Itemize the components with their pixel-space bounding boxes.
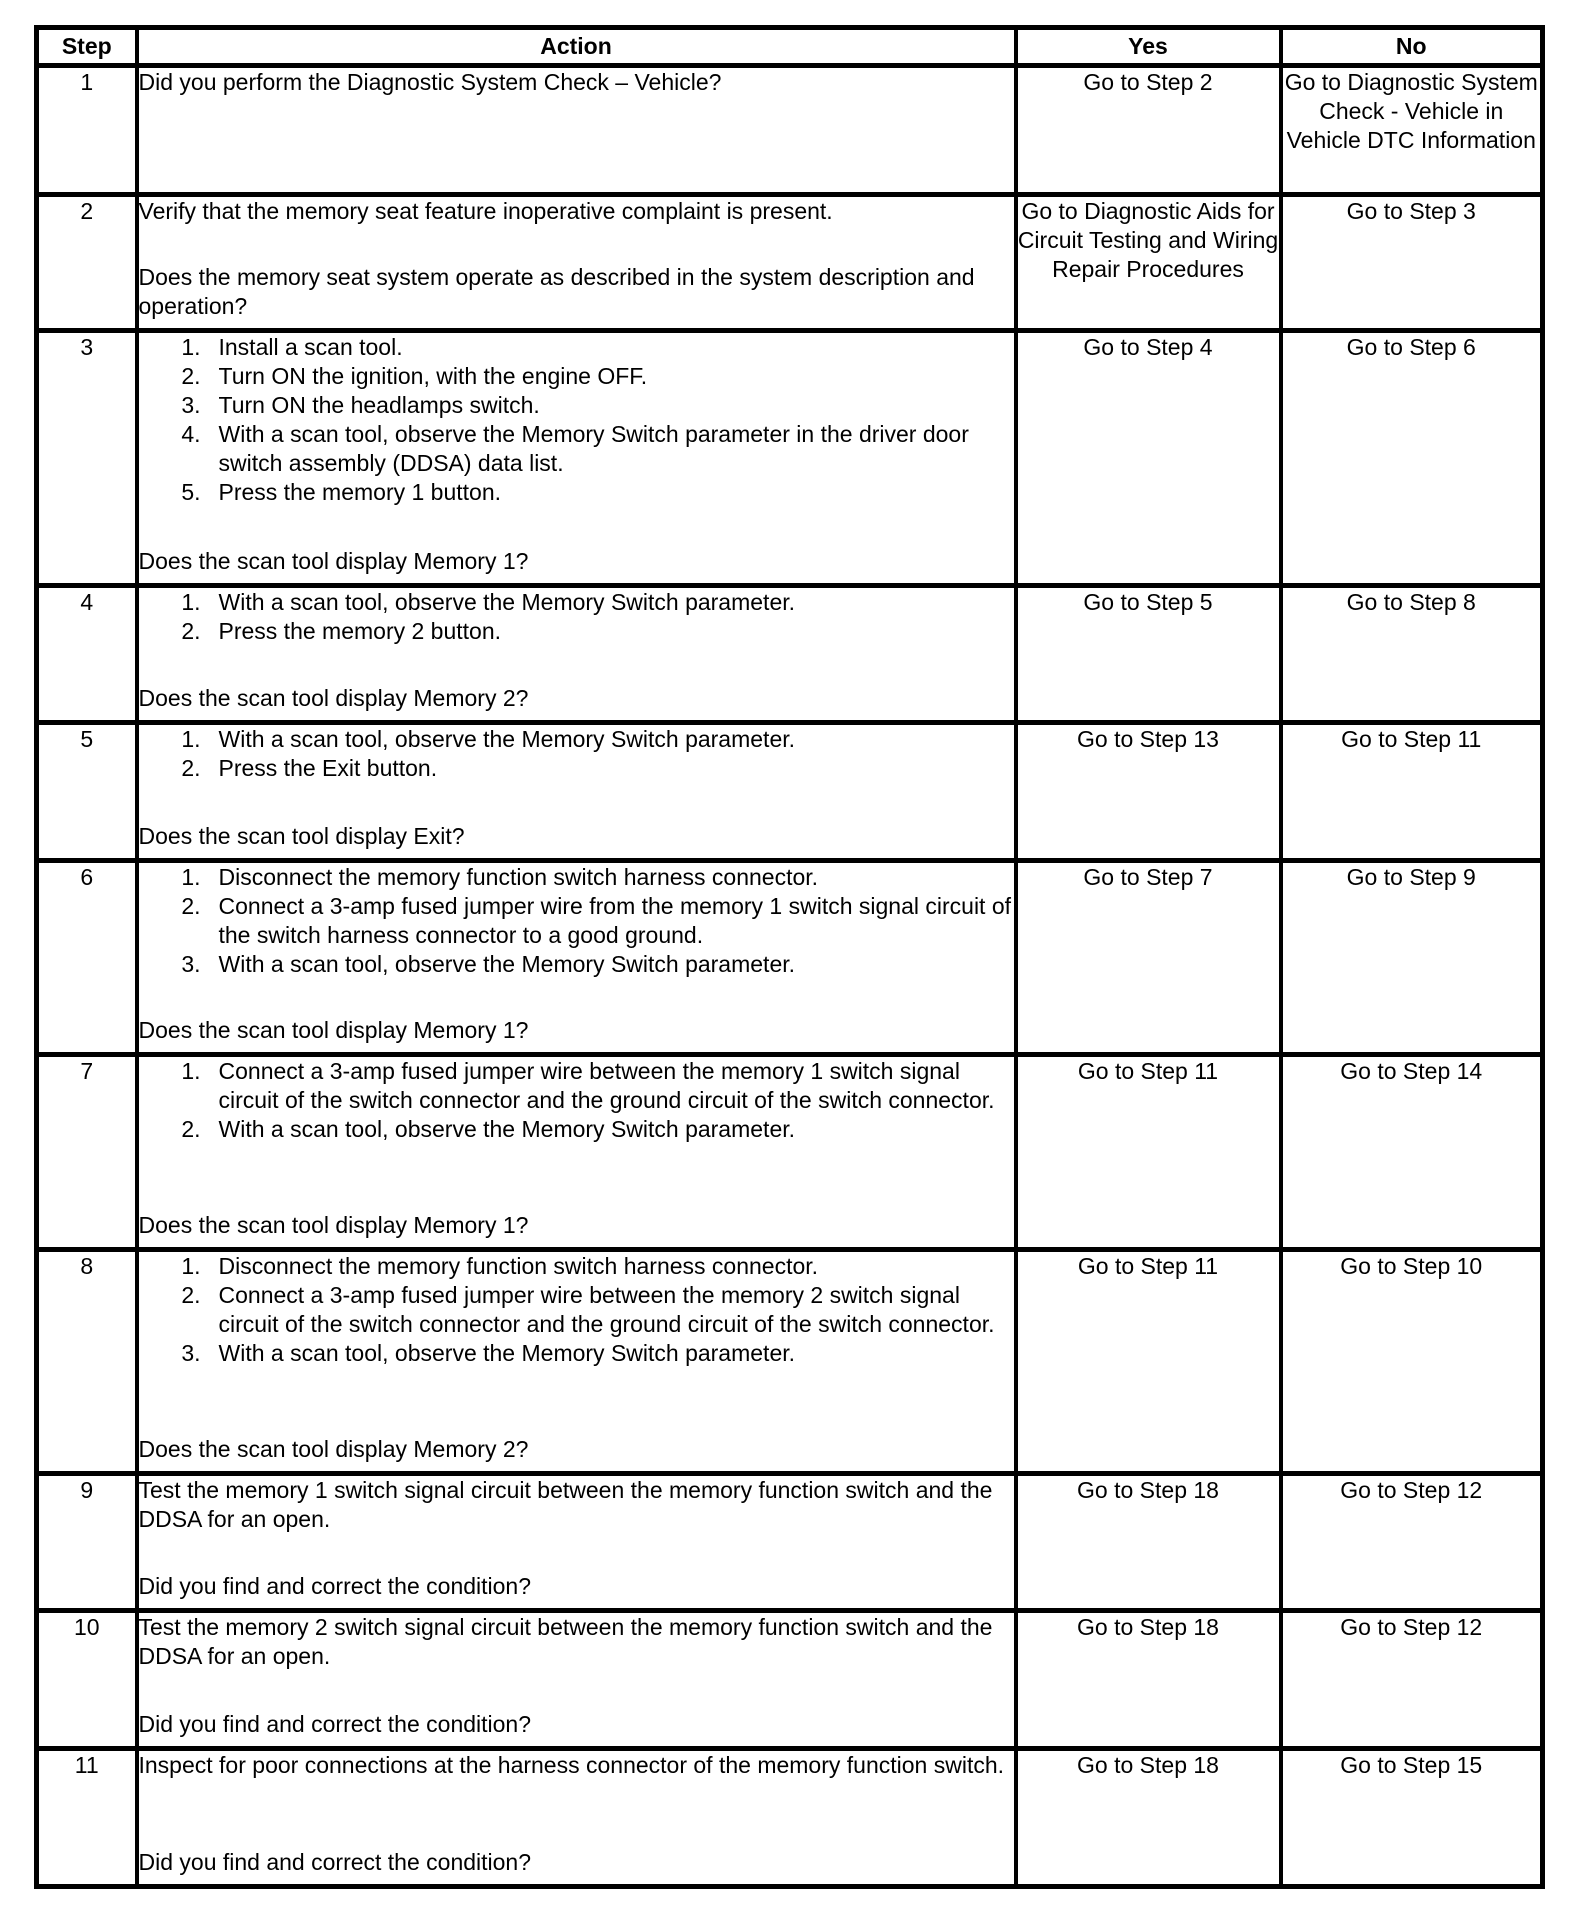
substep-number: 3. <box>181 392 201 418</box>
no-result: Go to Step 10 <box>1281 1250 1543 1474</box>
action-intro: Did you perform the Diagnostic System Check – Vehicle? <box>138 69 722 95</box>
substep-number: 1. <box>181 589 201 615</box>
yes-result: Go to Step 5 <box>1016 586 1281 723</box>
table-row <box>37 66 1543 195</box>
action-content <box>139 197 1014 321</box>
no-result: Go to Step 14 <box>1281 1055 1543 1250</box>
header-yes: Yes <box>1016 28 1281 66</box>
table-row <box>37 723 1543 861</box>
table-row <box>37 195 1543 331</box>
action-cell <box>137 1749 1016 1887</box>
substep-number: 1. <box>181 864 201 890</box>
substep-item <box>139 362 1014 391</box>
table-row <box>37 1474 1543 1611</box>
no-result: Go to Step 11 <box>1281 723 1543 861</box>
substep-number: 5. <box>181 479 201 505</box>
substep-text: Disconnect the memory function switch harness connector. <box>218 1253 819 1279</box>
substep-item <box>139 478 1014 507</box>
diagnostic-table <box>34 25 1545 1889</box>
substep-item <box>139 725 1014 754</box>
substep-text: With a scan tool, observe the Memory Switch parameter. <box>218 951 796 977</box>
action-cell <box>137 331 1016 586</box>
action-instructions <box>139 725 1014 783</box>
substep-number: 1. <box>181 726 201 752</box>
step-number: 3 <box>37 331 137 586</box>
substep-text: With a scan tool, observe the Memory Switch parameter in the driver door switch assembly (DDSA) data list. <box>218 421 969 476</box>
action-instructions <box>139 68 1014 97</box>
step-number: 1 <box>37 66 137 195</box>
action-content <box>139 1057 1014 1240</box>
action-question: Does the scan tool display Exit? <box>138 823 465 849</box>
action-instructions <box>139 1476 1014 1534</box>
substep-number: 2. <box>181 893 201 919</box>
action-cell <box>137 861 1016 1055</box>
action-intro: Inspect for poor connections at the harness connector of the memory function switch. <box>138 1752 1005 1778</box>
substep-text: Press the Exit button. <box>218 755 438 781</box>
substep-text: Press the memory 2 button. <box>218 618 502 644</box>
action-instructions <box>139 588 1014 646</box>
substep-number: 2. <box>181 1116 201 1142</box>
substep-text: With a scan tool, observe the Memory Switch parameter. <box>218 589 796 615</box>
no-result: Go to Step 12 <box>1281 1474 1543 1611</box>
action-question: Did you find and correct the condition? <box>138 1849 532 1875</box>
action-question: Does the scan tool display Memory 2? <box>138 1436 529 1462</box>
substep-item <box>139 950 1014 979</box>
substep-number: 4. <box>181 421 201 447</box>
action-content <box>139 1751 1014 1877</box>
substep-number: 1. <box>181 334 201 360</box>
substep-number: 2. <box>181 618 201 644</box>
substep-list <box>139 863 1014 979</box>
substep-list <box>139 1252 1014 1368</box>
header-step: Step <box>37 28 137 66</box>
yes-result: Go to Step 11 <box>1016 1055 1281 1250</box>
substep-text: With a scan tool, observe the Memory Switch parameter. <box>218 726 796 752</box>
action-content <box>139 68 1014 185</box>
action-intro: Verify that the memory seat feature inoperative complaint is present. <box>138 198 833 224</box>
substep-number: 3. <box>181 1340 201 1366</box>
action-intro: Test the memory 1 switch signal circuit between the memory function switch and the DDSA for an open. <box>138 1477 993 1532</box>
action-content <box>139 588 1014 713</box>
substep-list <box>139 588 1014 646</box>
action-content <box>139 333 1014 576</box>
header-action: Action <box>137 28 1016 66</box>
step-number: 2 <box>37 195 137 331</box>
yes-result: Go to Step 18 <box>1016 1749 1281 1887</box>
action-content <box>139 1613 1014 1739</box>
substep-text: With a scan tool, observe the Memory Switch parameter. <box>218 1116 796 1142</box>
substep-item <box>139 863 1014 892</box>
table-row <box>37 1749 1543 1887</box>
no-result: Go to Step 8 <box>1281 586 1543 723</box>
action-cell <box>137 723 1016 861</box>
substep-number: 2. <box>181 755 201 781</box>
substep-number: 1. <box>181 1058 201 1084</box>
action-question: Does the scan tool display Memory 1? <box>138 1017 529 1043</box>
substep-item <box>139 588 1014 617</box>
action-intro: Test the memory 2 switch signal circuit between the memory function switch and the DDSA for an open. <box>138 1614 993 1669</box>
action-question: Does the scan tool display Memory 1? <box>138 1212 529 1238</box>
substep-item <box>139 1115 1014 1144</box>
substep-number: 3. <box>181 951 201 977</box>
action-question: Does the scan tool display Memory 1? <box>138 548 529 574</box>
action-instructions <box>139 863 1014 979</box>
substep-text: With a scan tool, observe the Memory Switch parameter. <box>218 1340 796 1366</box>
substep-number: 1. <box>181 1253 201 1279</box>
yes-result: Go to Step 7 <box>1016 861 1281 1055</box>
table-row <box>37 331 1543 586</box>
step-number: 10 <box>37 1611 137 1749</box>
no-result: Go to Step 9 <box>1281 861 1543 1055</box>
step-number: 5 <box>37 723 137 861</box>
substep-list <box>139 333 1014 507</box>
no-result: Go to Step 3 <box>1281 195 1543 331</box>
no-result: Go to Step 15 <box>1281 1749 1543 1887</box>
substep-number: 2. <box>181 363 201 389</box>
table-row <box>37 586 1543 723</box>
action-instructions <box>139 1613 1014 1671</box>
substep-item <box>139 1339 1014 1368</box>
substep-text: Disconnect the memory function switch harness connector. <box>218 864 819 890</box>
substep-text: Connect a 3-amp fused jumper wire between the memory 2 switch signal circuit of the switch connector and the ground circuit of the switch connector. <box>218 1282 995 1337</box>
substep-text: Install a scan tool. <box>218 334 403 360</box>
substep-number: 2. <box>181 1282 201 1308</box>
substep-item <box>139 391 1014 420</box>
table-row <box>37 1055 1543 1250</box>
yes-result: Go to Step 18 <box>1016 1474 1281 1611</box>
yes-result: Go to Step 2 <box>1016 66 1281 195</box>
substep-item <box>139 754 1014 783</box>
action-instructions <box>139 197 1014 226</box>
substep-list <box>139 725 1014 783</box>
step-number: 4 <box>37 586 137 723</box>
action-content <box>139 1476 1014 1601</box>
yes-result: Go to Step 4 <box>1016 331 1281 586</box>
table-row <box>37 861 1543 1055</box>
substep-text: Connect a 3-amp fused jumper wire from the memory 1 switch signal circuit of the switch harness connector to a good ground. <box>218 893 1012 948</box>
substep-item <box>139 333 1014 362</box>
table-row <box>37 1611 1543 1749</box>
substep-item <box>139 420 1014 478</box>
action-cell <box>137 1474 1016 1611</box>
table-body <box>37 66 1543 1887</box>
step-number: 9 <box>37 1474 137 1611</box>
substep-item <box>139 1057 1014 1115</box>
action-content <box>139 725 1014 851</box>
no-result: Go to Step 12 <box>1281 1611 1543 1749</box>
action-instructions <box>139 1057 1014 1144</box>
step-number: 8 <box>37 1250 137 1474</box>
yes-result: Go to Step 13 <box>1016 723 1281 861</box>
substep-item <box>139 1252 1014 1281</box>
table-row <box>37 1250 1543 1474</box>
header-row <box>37 28 1543 66</box>
yes-result: Go to Step 18 <box>1016 1611 1281 1749</box>
action-instructions <box>139 1252 1014 1368</box>
substep-text: Turn ON the ignition, with the engine OFF. <box>218 363 648 389</box>
substep-list <box>139 1057 1014 1144</box>
yes-result: Go to Diagnostic Aids for Circuit Testing and Wiring Repair Procedures <box>1016 195 1281 331</box>
action-cell <box>137 66 1016 195</box>
substep-item <box>139 617 1014 646</box>
action-question: Did you find and correct the condition? <box>138 1573 532 1599</box>
action-instructions <box>139 1751 1014 1780</box>
step-number: 7 <box>37 1055 137 1250</box>
substep-item <box>139 1281 1014 1339</box>
step-number: 6 <box>37 861 137 1055</box>
no-result: Go to Step 6 <box>1281 331 1543 586</box>
action-cell <box>137 586 1016 723</box>
action-content <box>139 1252 1014 1464</box>
action-cell <box>137 1055 1016 1250</box>
action-question: Did you find and correct the condition? <box>138 1711 532 1737</box>
action-cell <box>137 1611 1016 1749</box>
action-content <box>139 863 1014 1045</box>
yes-result: Go to Step 11 <box>1016 1250 1281 1474</box>
action-cell <box>137 1250 1016 1474</box>
substep-text: Turn ON the headlamps switch. <box>218 392 540 418</box>
header-no: No <box>1281 28 1543 66</box>
no-result: Go to Diagnostic System Check - Vehicle in Vehicle DTC Information <box>1281 66 1543 195</box>
action-question: Does the memory seat system operate as described in the system description and operation? <box>138 264 975 319</box>
action-instructions <box>139 333 1014 507</box>
substep-item <box>139 892 1014 950</box>
substep-text: Press the memory 1 button. <box>218 479 502 505</box>
action-question: Does the scan tool display Memory 2? <box>138 685 529 711</box>
step-number: 11 <box>37 1749 137 1887</box>
substep-text: Connect a 3-amp fused jumper wire between the memory 1 switch signal circuit of the switch connector and the ground circuit of the switch connector. <box>218 1058 995 1113</box>
action-cell <box>137 195 1016 331</box>
